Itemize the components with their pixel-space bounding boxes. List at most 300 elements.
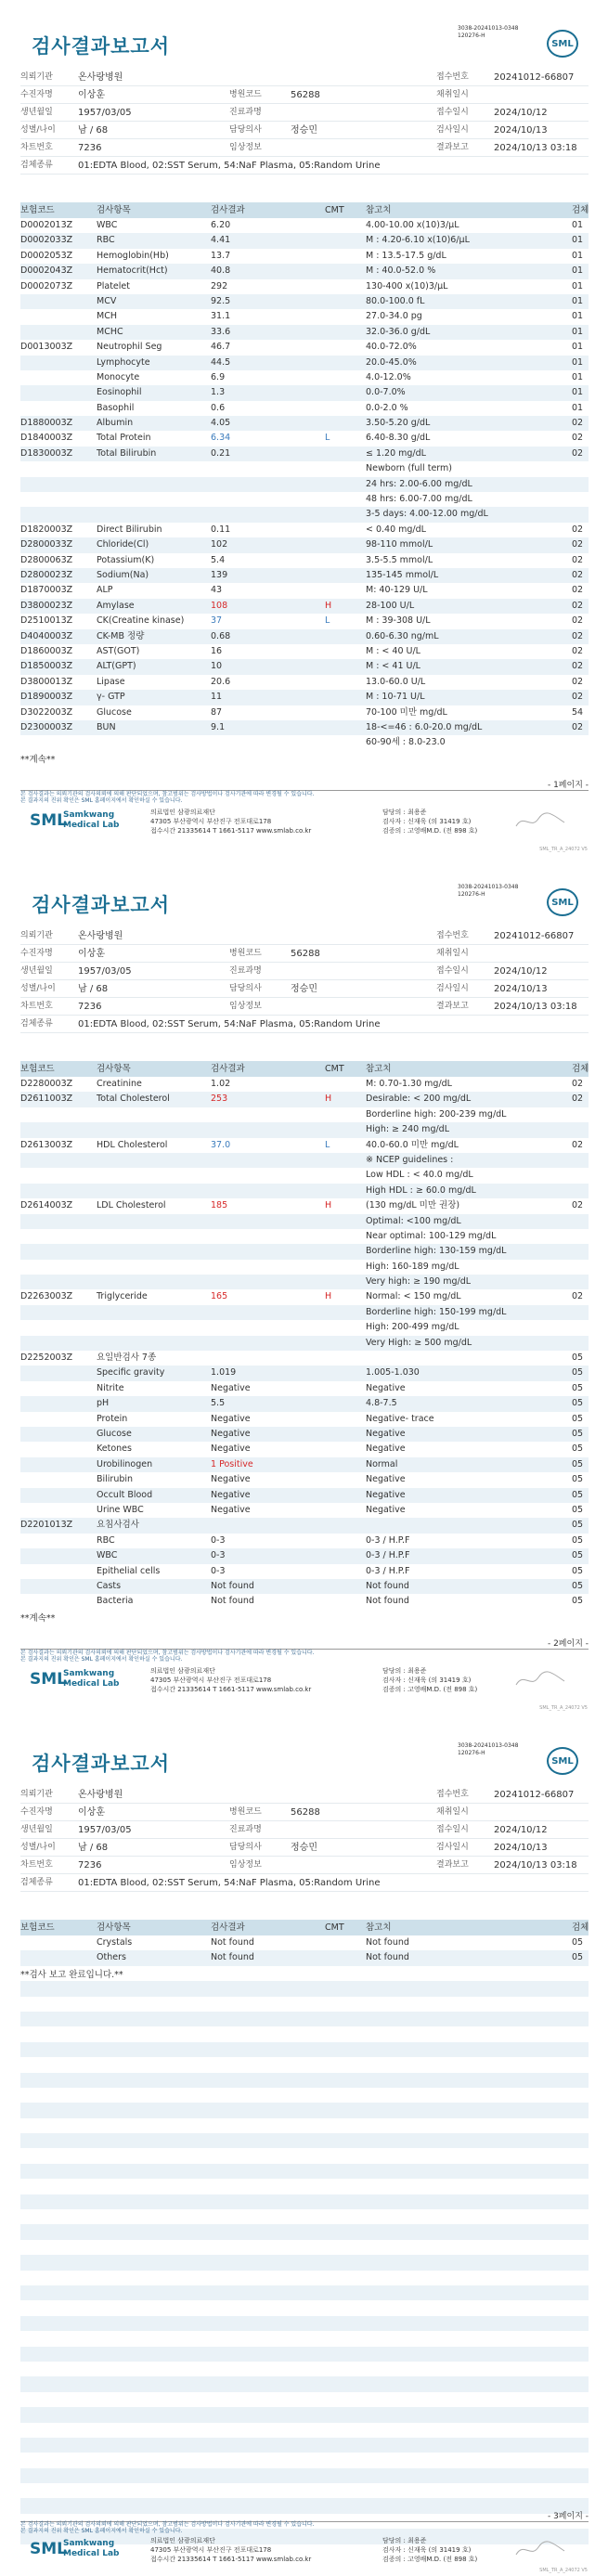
test-item: Sodium(Na) (97, 569, 149, 580)
header-hospital: 온사랑병원 (78, 1790, 123, 1800)
test-item: Creatinine (97, 1079, 142, 1089)
test-result: 6.9 (211, 371, 226, 382)
header-test-date: 2024/10/13 (494, 125, 548, 136)
header-dept-label: 진료과명 (229, 966, 262, 976)
insurance-code: D1870003Z (20, 585, 73, 596)
specimen-code: 05 (572, 1550, 584, 1561)
header-sex-age-label: 성별/나이 (20, 1843, 56, 1852)
result-row (20, 1351, 589, 1366)
test-result: Negative (211, 1428, 251, 1439)
result-row (20, 1981, 589, 1996)
test-result: 33.6 (211, 326, 231, 337)
specimen-code: 02 (572, 524, 584, 535)
reference-range: Negative (366, 1382, 406, 1393)
insurance-code: D0002043Z (20, 265, 73, 277)
patient-header (20, 927, 589, 1033)
header-row (20, 1016, 589, 1033)
header-test-date: 2024/10/13 (494, 1843, 548, 1853)
specimen-code: 05 (572, 1937, 584, 1948)
result-row (20, 2057, 589, 2072)
result-row (20, 720, 589, 735)
result-row (20, 2483, 589, 2498)
header-chart-label: 차트번호 (20, 1860, 53, 1870)
insurance-code: D0002033Z (20, 235, 73, 246)
reference-range: M : < 41 U/L (366, 661, 420, 672)
lab-name (63, 1669, 119, 1689)
result-row (20, 2103, 589, 2117)
samkwang-logo (30, 2537, 120, 2565)
test-result: 5.4 (211, 554, 226, 565)
header-row (20, 69, 589, 86)
header-birth-label: 생년월일 (20, 108, 53, 117)
test-result: Negative (211, 1504, 251, 1515)
reference-range: 135-145 mmol/L (366, 569, 439, 580)
result-row (20, 2285, 589, 2300)
header-patient: 이상훈 (78, 1807, 105, 1818)
header-test-date-label: 검사일시 (436, 1843, 469, 1852)
result-row (20, 447, 589, 461)
test-result: 139 (211, 569, 228, 580)
specimen-code: 05 (572, 1474, 584, 1485)
test-item: Protein (97, 1413, 128, 1424)
reference-range: 40.0-60.0 미만 mg/dL (366, 1139, 459, 1150)
result-row (20, 2392, 589, 2407)
result-row (20, 2118, 589, 2133)
result-row (20, 401, 589, 416)
header-chart: 7236 (78, 143, 102, 153)
specimen-code: 02 (572, 630, 584, 641)
test-item: Nitrite (97, 1382, 124, 1393)
header-receipt-date: 2024/10/12 (494, 108, 548, 118)
reference-range: M : 10-71 U/L (366, 692, 425, 703)
test-result: Not found (211, 1596, 254, 1607)
form-code: SML_TR_A_24072 V5 (539, 1705, 588, 1711)
test-result: 0.6 (211, 402, 226, 413)
header-row (20, 963, 589, 980)
result-row (20, 644, 589, 659)
test-item: Neutrophil Seg (97, 342, 162, 353)
header-chart-label: 차트번호 (20, 1002, 53, 1011)
header-birth: 1957/03/05 (78, 108, 132, 118)
insurance-code: D2800033Z (20, 539, 73, 550)
reference-range: M : 4.20-6.10 x(10)6/μL (366, 235, 470, 246)
test-item: BUN (97, 721, 116, 732)
reference-range: Newborn (full term) (366, 463, 452, 474)
lab-address (150, 1666, 311, 1694)
end-note: **계속** (20, 755, 56, 765)
reference-range: Normal (366, 1458, 398, 1469)
results-table (20, 1935, 589, 2544)
reference-range: 4.0-12.0% (366, 371, 411, 382)
reference-range: 20.0-45.0% (366, 356, 417, 368)
test-item: γ- GTP (97, 692, 125, 703)
header-report-date-label: 결과보고 (436, 143, 469, 152)
result-row (20, 2179, 589, 2194)
end-note: **계속** (20, 1613, 56, 1624)
result-row (20, 553, 589, 568)
result-row (20, 2376, 589, 2391)
header-report-date-label: 결과보고 (436, 1002, 469, 1011)
sml-logo: SML (547, 888, 578, 916)
insurance-code: D2263003Z (20, 1291, 73, 1302)
tester: 검사자 : 신재욱 (의 31419 호) (382, 1676, 472, 1684)
results-table-header (20, 1920, 589, 1935)
header-receipt-no: 20241012-66807 (494, 72, 575, 83)
result-row (20, 629, 589, 644)
specimen-code: 01 (572, 402, 584, 413)
page-number: - 2페이지 - (20, 1637, 589, 1650)
test-item: 요침사검사 (97, 1520, 139, 1531)
column-header-specimen: 검체 (572, 205, 589, 215)
lab-contact: 접수시간 21335614 T 1661-5117 www.smlab.co.kr (150, 827, 312, 835)
header-hospital-code-label: 병원코드 (229, 1807, 262, 1817)
result-row (20, 1092, 589, 1107)
test-result: 16 (211, 645, 223, 656)
header-test-date-label: 검사일시 (436, 984, 469, 993)
test-result: 0-3 (211, 1550, 226, 1561)
report-barcode-text: 3038-20241013-0348 120276-H (458, 25, 519, 39)
result-row (20, 2300, 589, 2315)
test-item: Total Protein (97, 433, 151, 444)
specimen-code: 05 (572, 1520, 584, 1531)
report-page (0, 0, 608, 859)
header-collect-date-label: 채취일시 (436, 90, 469, 99)
signature-scribble (512, 1668, 568, 1692)
specimen-code: 02 (572, 585, 584, 596)
form-code: SML_TR_A_24072 V5 (539, 2568, 588, 2573)
test-result: 0-3 (211, 1565, 226, 1576)
reference-range: 1.005-1.030 (366, 1367, 420, 1379)
result-row (20, 2224, 589, 2239)
lab-street: 47305 부산광역시 부산진구 전포대로178 (150, 1676, 272, 1684)
reference-range: Negative (366, 1443, 406, 1455)
lab-address (150, 808, 311, 835)
result-row (20, 1594, 589, 1609)
header-hospital-label: 의뢰기관 (20, 72, 53, 82)
result-row (20, 675, 589, 690)
column-header-result: 검사결과 (211, 1064, 245, 1074)
insurance-code: D3022003Z (20, 706, 73, 718)
specimen-code: 05 (572, 1367, 584, 1379)
result-row (20, 1336, 589, 1351)
specimen-code: 02 (572, 1079, 584, 1089)
result-row (20, 1198, 589, 1213)
header-birth-label: 생년월일 (20, 1825, 53, 1834)
samkwang-logo (30, 809, 120, 836)
report-page (0, 859, 608, 1717)
reference-range: Negative (366, 1504, 406, 1515)
insurance-code: D3800013Z (20, 676, 73, 687)
reference-range: Borderline high: 200-239 mg/dL (366, 1108, 507, 1120)
result-row (20, 1138, 589, 1153)
header-hospital-code: 56288 (291, 90, 320, 100)
test-item: MCHC (97, 326, 123, 337)
attending-doctor: 담당의 : 최용준 (382, 2537, 427, 2544)
header-hospital-code: 56288 (291, 949, 320, 959)
specimen-code: 02 (572, 433, 584, 444)
test-result: Not found (211, 1580, 254, 1591)
tester: 검사자 : 신재욱 (의 31419 호) (382, 818, 472, 825)
reference-range: 32.0-36.0 g/dL (366, 326, 431, 337)
reference-range: 4.8-7.5 (366, 1398, 397, 1409)
header-hospital: 온사랑병원 (78, 931, 123, 941)
result-row (20, 2453, 589, 2467)
header-receipt-date-label: 접수일시 (436, 966, 469, 976)
result-row (20, 1534, 589, 1548)
footnote: 본 검사결과는 의뢰기관의 검사의뢰에 의해 판단되었으며, 참고범위는 검사방법이나 검사기관에 따라 변경될 수 있습니다. 본 결과지의 진위 확인은 SML 홈페이지에서 확인하실 수 있습니다. (20, 791, 315, 804)
header-sex-age-label: 성별/나이 (20, 125, 56, 135)
header-collect-date-label: 채취일시 (436, 949, 469, 958)
test-item: HDL Cholesterol (97, 1139, 168, 1150)
reference-range: < 0.40 mg/dL (366, 524, 426, 535)
lab-contact: 접수시간 21335614 T 1661-5117 www.smlab.co.kr (150, 2556, 312, 2563)
specimen-code: 01 (572, 250, 584, 261)
test-item: Specific gravity (97, 1367, 165, 1379)
specimen-code: 01 (572, 235, 584, 246)
signatures (382, 2536, 477, 2564)
header-doctor-label: 담당의사 (229, 1843, 262, 1852)
specimen-code: 01 (572, 387, 584, 398)
reference-range: 0.0-7.0% (366, 387, 406, 398)
test-result: Negative (211, 1443, 251, 1455)
verifier: 검증의 : 고영배M.D. (전 898 호) (382, 827, 478, 835)
specimen-code: 05 (572, 1534, 584, 1546)
result-row (20, 461, 589, 476)
results-table (20, 218, 589, 751)
insurance-code: D2510013Z (20, 615, 73, 627)
reference-range: Not found (366, 1937, 409, 1948)
header-row (20, 998, 589, 1016)
insurance-code: D2201013Z (20, 1520, 73, 1531)
result-row (20, 1997, 589, 2012)
reference-range: 3.5-5.5 mmol/L (366, 554, 433, 565)
reference-range: Negative (366, 1474, 406, 1485)
header-specimen: 01:EDTA Blood, 02:SST Serum, 54:NaF Plasma, 05:Random Urine (78, 1019, 381, 1029)
specimen-code: 01 (572, 295, 584, 306)
form-code: SML_TR_A_24072 V5 (539, 847, 588, 852)
specimen-code: 02 (572, 539, 584, 550)
test-result: 10 (211, 661, 223, 672)
header-sex-age-label: 성별/나이 (20, 984, 56, 993)
reference-range: Borderline high: 150-199 mg/dL (366, 1306, 507, 1317)
test-item: Albumin (97, 418, 134, 429)
test-result: 43 (211, 585, 223, 596)
insurance-code: D0002053Z (20, 250, 73, 261)
header-birth: 1957/03/05 (78, 966, 132, 977)
insurance-code: D0013003Z (20, 342, 73, 353)
reference-range: High: 160-189 mg/dL (366, 1261, 459, 1272)
specimen-code: 02 (572, 645, 584, 656)
header-row (20, 86, 589, 104)
column-header-ref: 참고치 (366, 1064, 392, 1074)
insurance-code: D2611003Z (20, 1094, 73, 1105)
reference-range: ≤ 1.20 mg/dL (366, 447, 426, 459)
test-item: Monocyte (97, 371, 140, 382)
header-receipt-no: 20241012-66807 (494, 1790, 575, 1800)
reference-range: (130 mg/dL 미만 권장) (366, 1200, 460, 1211)
header-sex-age: 남 / 68 (78, 984, 109, 994)
specimen-code: 01 (572, 220, 584, 230)
header-patient: 이상훈 (78, 949, 105, 959)
test-result: 0-3 (211, 1534, 226, 1546)
reference-range: 3-5 days: 4.00-12.00 mg/dL (366, 509, 488, 520)
test-item: RBC (97, 235, 115, 246)
column-header-code: 보험코드 (20, 1922, 55, 1933)
test-result: 1.02 (211, 1079, 231, 1089)
test-item: Platelet (97, 280, 130, 291)
header-row (20, 122, 589, 139)
insurance-code: D4040003Z (20, 630, 73, 641)
specimen-code: 05 (572, 1443, 584, 1455)
reference-range: Not found (366, 1952, 409, 1963)
header-sex-age: 남 / 68 (78, 1843, 109, 1853)
test-item: Amylase (97, 600, 135, 611)
header-specimen-label: 검체종류 (20, 1019, 53, 1029)
result-row (20, 2271, 589, 2285)
test-item: Occult Blood (97, 1489, 153, 1500)
result-row (20, 264, 589, 278)
report-title: 검사결과보고서 (32, 894, 171, 916)
test-item: Lymphocyte (97, 356, 150, 368)
sml-logo: SML (547, 30, 578, 58)
test-item: Chloride(Cl) (97, 539, 149, 550)
reference-range: 80.0-100.0 fL (366, 295, 425, 306)
lab-name (63, 2539, 119, 2559)
test-item: Glucose (97, 1428, 132, 1439)
specimen-code: 05 (572, 1353, 584, 1364)
specimen-code: 01 (572, 356, 584, 368)
result-row (20, 340, 589, 355)
test-item: Ketones (97, 1443, 132, 1455)
header-hospital-code-label: 병원코드 (229, 949, 262, 958)
reference-range: Not found (366, 1596, 409, 1607)
header-row (20, 1786, 589, 1804)
reference-range: Very high: ≥ 190 mg/dL (366, 1276, 472, 1288)
insurance-code: D2800023Z (20, 569, 73, 580)
header-test-date: 2024/10/13 (494, 984, 548, 994)
specimen-code: 05 (572, 1596, 584, 1607)
result-row (20, 614, 589, 628)
result-row (20, 1077, 589, 1092)
reference-range: Negative- trace (366, 1413, 434, 1424)
reference-range: ※ NCEP guidelines : (366, 1154, 454, 1165)
specimen-code: 05 (572, 1565, 584, 1576)
test-result: 40.8 (211, 265, 231, 277)
result-row (20, 325, 589, 340)
page-number: - 1페이지 - (20, 778, 589, 791)
header-row (20, 104, 589, 122)
logo-mark: SML (30, 811, 67, 830)
results-table-header (20, 1061, 589, 1077)
lab-street: 47305 부산광역시 부산진구 전포대로178 (150, 818, 272, 825)
test-result: 92.5 (211, 295, 231, 306)
header-row (20, 139, 589, 157)
result-row (20, 1564, 589, 1579)
lab-contact: 접수시간 21335614 T 1661-5117 www.smlab.co.kr (150, 1686, 312, 1693)
result-row (20, 1579, 589, 1594)
specimen-code: 02 (572, 615, 584, 627)
result-row (20, 416, 589, 431)
result-row (20, 705, 589, 720)
reference-range: 130-400 x(10)3/μL (366, 280, 448, 291)
specimen-code: 05 (572, 1382, 584, 1393)
specimen-code: 01 (572, 311, 584, 322)
reference-range: 0.60-6.30 ng/mL (366, 630, 439, 641)
result-row (20, 356, 589, 370)
insurance-code: D1880003Z (20, 418, 73, 429)
reference-range: 18-<=46 : 6.0-20.0 mg/dL (366, 721, 483, 732)
test-result: Negative (211, 1489, 251, 1500)
result-row (20, 1305, 589, 1320)
result-row (20, 218, 589, 233)
footnote: 본 검사결과는 의뢰기관의 검사의뢰에 의해 판단되었으며, 참고범위는 검사방법이나 검사기관에 따라 변경될 수 있습니다. 본 결과지의 진위 확인은 SML 홈페이지에서 확인하실 수 있습니다. (20, 1650, 315, 1663)
test-item: Others (97, 1952, 126, 1963)
logo-mark: SML (30, 2540, 67, 2558)
lab-name-line1: Samkwang (63, 2539, 115, 2548)
column-header-ref: 참고치 (366, 1922, 392, 1933)
insurance-code: D0002073Z (20, 280, 73, 291)
header-chart: 7236 (78, 1002, 102, 1012)
test-item: Direct Bilirubin (97, 524, 162, 535)
result-row (20, 294, 589, 309)
signature-scribble (512, 809, 568, 834)
specimen-code: 02 (572, 1291, 584, 1302)
result-row (20, 1472, 589, 1487)
result-row (20, 537, 589, 552)
test-result: 4.41 (211, 235, 231, 246)
reference-range: M : 40.0-52.0 % (366, 265, 436, 277)
specimen-code: 02 (572, 1200, 584, 1211)
result-row (20, 1184, 589, 1198)
lab-name-line2: Medical Lab (63, 1679, 120, 1689)
result-row (20, 1260, 589, 1275)
header-specimen-label: 검체종류 (20, 1878, 53, 1887)
header-birth: 1957/03/05 (78, 1825, 132, 1835)
test-result: 6.20 (211, 220, 231, 230)
reference-range: Optimal: <100 mg/dL (366, 1215, 461, 1226)
specimen-code: 02 (572, 569, 584, 580)
result-row (20, 431, 589, 446)
test-result: 108 (211, 600, 228, 611)
header-row (20, 927, 589, 945)
patient-header (20, 1786, 589, 1892)
lab-org: 의료법인 삼광의료재단 (150, 1667, 215, 1675)
specimen-code: 02 (572, 554, 584, 565)
specimen-code: 02 (572, 418, 584, 429)
result-row (20, 1412, 589, 1427)
result-row (20, 249, 589, 264)
test-item: Total Bilirubin (97, 447, 157, 459)
test-item: Bacteria (97, 1596, 134, 1607)
reference-range: Negative (366, 1428, 406, 1439)
header-doctor: 정승민 (291, 1843, 317, 1853)
column-header-specimen: 검체 (572, 1064, 589, 1074)
specimen-code: 02 (572, 1094, 584, 1105)
attending-doctor: 담당의 : 최용준 (382, 809, 427, 816)
header-receipt-date: 2024/10/12 (494, 1825, 548, 1835)
insurance-code: D2800063Z (20, 554, 73, 565)
reference-range: 0.0-2.0 % (366, 402, 408, 413)
header-specimen: 01:EDTA Blood, 02:SST Serum, 54:NaF Plasma, 05:Random Urine (78, 1878, 381, 1888)
reference-range: 48 hrs: 6.00-7.00 mg/dL (366, 494, 472, 505)
result-row (20, 1289, 589, 1304)
header-doctor-label: 담당의사 (229, 984, 262, 993)
header-chart: 7236 (78, 1860, 102, 1871)
tester: 검사자 : 신재욱 (의 31419 호) (382, 2546, 472, 2554)
specimen-code: 01 (572, 265, 584, 277)
test-item: Epithelial cells (97, 1565, 161, 1576)
reference-range: 3.50-5.20 g/dL (366, 418, 431, 429)
